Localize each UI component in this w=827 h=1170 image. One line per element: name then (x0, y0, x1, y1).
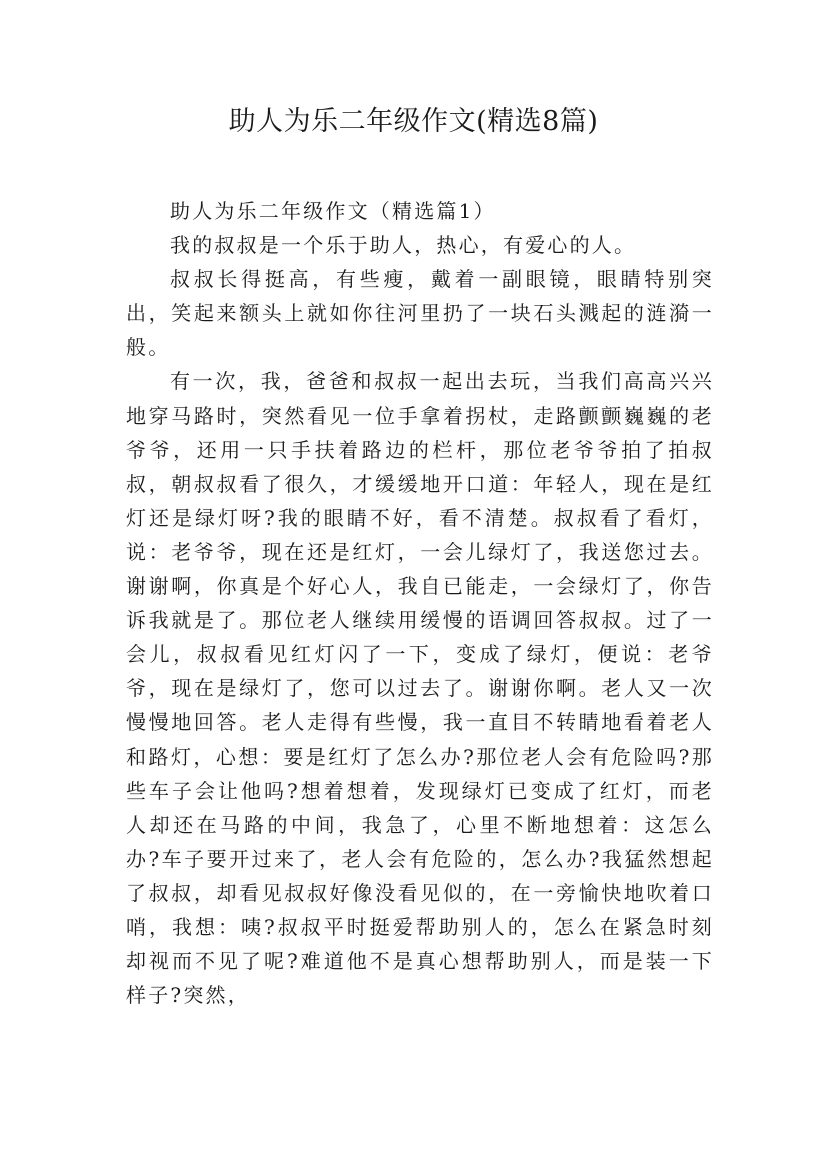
document-body (126, 194, 714, 1012)
paragraph: 叔叔长得挺高，有些瘦，戴着一副眼镜，眼睛特别突出，笑起来额头上就如你往河里扔了一块石头溅起的涟漪一般。 (126, 267, 714, 360)
paragraph: 我的叔叔是一个乐于助人，热心，有爱心的人。 (170, 233, 637, 258)
paragraph: 有一次，我，爸爸和叔叔一起出去玩，当我们高高兴兴地穿马路时，突然看见一位手拿着拐杖，走路颤颤巍巍的老爷爷，还用一只手扶着路边的栏杆，那位老爷爷拍了拍叔叔，朝叔叔看了很久，才缓缓地开口道：年轻人，现在是红灯还是绿灯呀?我的眼睛不好，看不清楚。叔叔看了看灯，说：老爷爷，现在还是红灯，一会儿绿灯了，我送您过去。谢谢啊，你真是个好心人，我自已能走，一会绿灯了，你告诉我就是了。那位老人继续用缓慢的语调回答叔叔。过了一会儿，叔叔看见红灯闪了一下，变成了绿灯，便说：老爷爷，现在是绿灯了，您可以过去了。谢谢你啊。老人又一次慢慢地回答。老人走得有些慢，我一直目不转睛地看着老人和路灯，心想：要是红灯了怎么办?那位老人会有危险吗?那些车子会让他吗?想着想着，发现绿灯已变成了红灯，而老人却还在马路的中间，我急了，心里不断地想着：这怎么办?车子要开过来了，老人会有危险的，怎么办?我猛然想起了叔叔，却看见叔叔好像没看见似的，在一旁愉快地吹着口哨，我想：咦?叔叔平时挺爱帮助别人的，怎么在紧急时刻却视而不见了呢?难道他不是真心想帮助别人，而是装一下样子?突然， (126, 369, 714, 1008)
section-heading: 助人为乐二年级作文（精选篇1） (170, 199, 496, 223)
document-title: 助人为乐二年级作文(精选8篇) (228, 106, 599, 137)
